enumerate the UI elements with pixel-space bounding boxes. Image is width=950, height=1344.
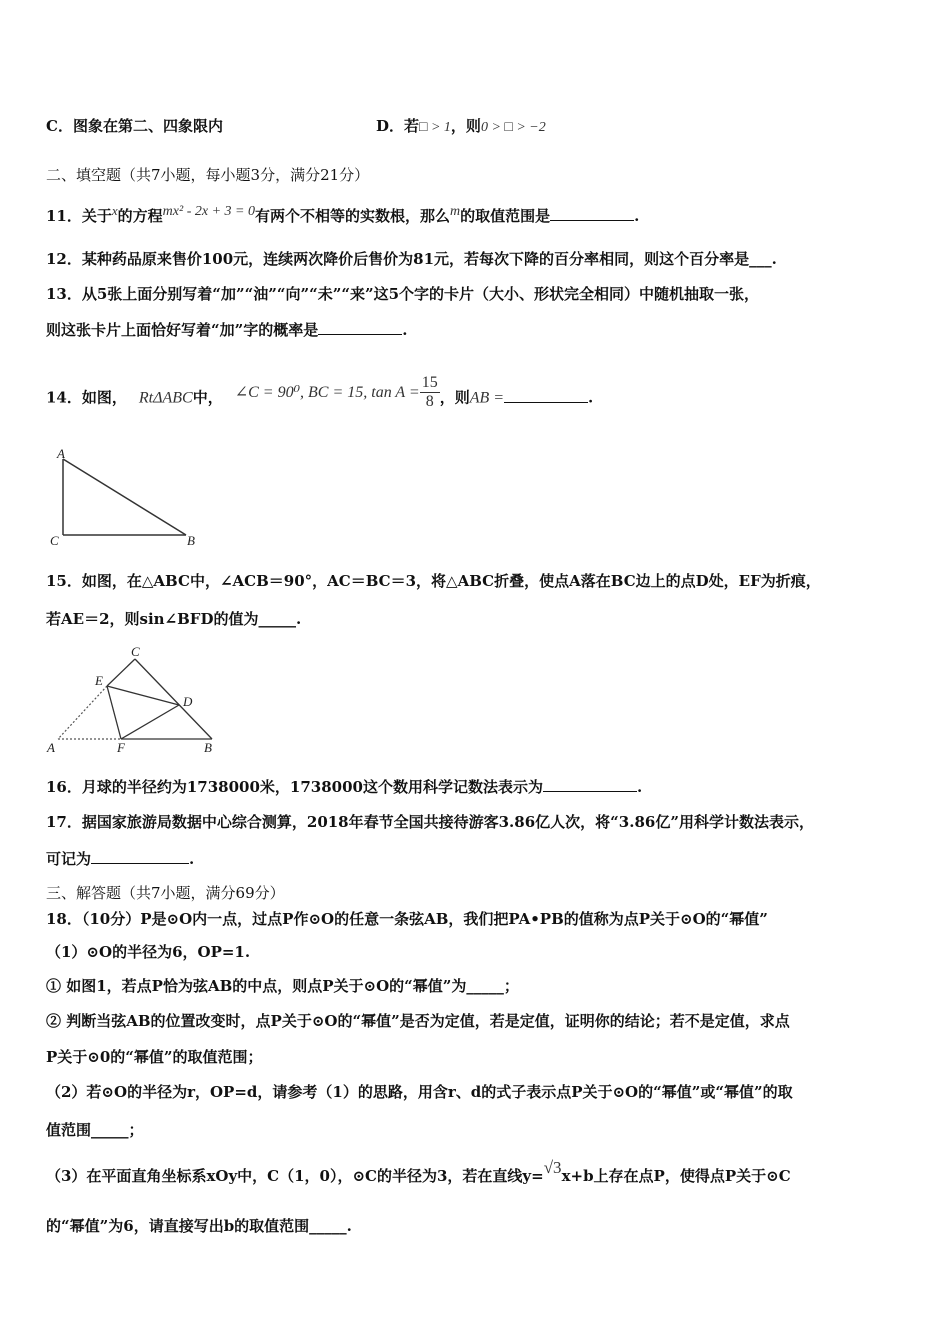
q11-text-b: 的方程 [117, 207, 163, 225]
q14-fraction [420, 374, 440, 411]
question-15-line-2: 若AE＝2，则sin∠BFD的值为_____. [46, 610, 302, 628]
q11-text-c: 有两个不相等的实数根，那么 [254, 207, 450, 225]
section-3-heading: 三、解答题（共7小题，满分69分） [46, 884, 285, 902]
q14-numerator: 15 [421, 374, 438, 391]
question-18-part-1: （1）⊙O的半径为6，OP=1. [46, 943, 251, 961]
fig14-label-c: C [50, 533, 59, 548]
question-18-part-1-b-line-2: P关于⊙0的“幂值”的取值范围； [46, 1048, 263, 1066]
fig14-side-ab [63, 459, 186, 535]
fig15-label-f: F [117, 740, 125, 755]
question-17-line-2 [46, 849, 194, 869]
fig15-segment-ed [107, 686, 179, 705]
q14-condition: ∠C = 90⁰, BC = 15, tan A = [234, 383, 420, 401]
q13-answer-blank[interactable] [318, 320, 402, 335]
q14-text-a: 14．如图， [46, 388, 127, 407]
question-14 [46, 374, 594, 417]
q18-sqrt3: √3 [543, 1158, 562, 1177]
fig15-label-b: B [204, 740, 212, 755]
q16-answer-blank[interactable] [543, 777, 637, 792]
q11-text-a: 11．关于 [46, 207, 112, 225]
option-d-condition-image: □ > 1 [419, 120, 451, 135]
fig15-side-cb [135, 659, 212, 739]
fig15-segment-fd [121, 705, 179, 739]
fig14-label-a: A [57, 446, 65, 461]
q13-text: 则这张卡片上面恰好写着“加”字的概率是 [46, 321, 319, 339]
question-12: 12．某种药品原来售价100元，连续两次降价后售价为81元，若每次下降的百分率相同，则这个百分率是___. [46, 250, 777, 268]
fig15-label-c: C [131, 644, 140, 659]
question-11 [46, 201, 639, 226]
q16-text: 16．月球的半径约为1738000米，1738000这个数用科学记数法表示为 [46, 778, 543, 796]
question-15-line-1: 15．如图，在△ABC中，∠ACB＝90°，AC＝BC＝3，将△ABC折叠，使点A落在BC边上的点D处，EF为折痕， [46, 572, 821, 590]
q18-part3-text-a: （3）在平面直角坐标系xOy中，C（1，0），⊙C的半径为3，若在直线y= [46, 1167, 544, 1185]
question-18-part-2-line-1: （2）若⊙O的半径为r，OP=d，请参考（1）的思路，用含r、d的式子表示点P关于⊙O的“幂值”或“幂值”的取 [46, 1083, 793, 1101]
q16-end: . [637, 778, 643, 796]
q17-end: . [189, 850, 195, 868]
question-18-part-1-b-line-1: ② 判断当弦AB的位置改变时，点P关于⊙O的“幂值”是否为定值，若是定值，证明你的结论；若不是定值，求点 [46, 1012, 790, 1030]
q14-end: . [588, 388, 594, 407]
question-18-stem: 18．（10分）P是⊙O内一点，过点P作⊙O的任意一条弦AB，我们把PA•PB的值称为点P关于⊙O的“幂值” [46, 910, 768, 928]
question-16 [46, 777, 642, 797]
question-17-line-1: 17．据国家旅游局数据中心综合测算，2018年春节全国共接待游客3.86亿人次，将“3.86亿”用科学计数法表示， [46, 813, 814, 831]
q15-fold-figure [44, 642, 224, 758]
q11-text-d: 的取值范围是 [460, 207, 551, 225]
q11-var-x: x [111, 203, 118, 218]
option-d-result-image: 0 > □ > −2 [480, 120, 546, 135]
question-18-part-3-line-1 [46, 1158, 791, 1186]
q14-triangle: RtΔABC [138, 389, 193, 407]
q11-end: . [634, 207, 640, 225]
q11-equation: mx² - 2x + 3 = 0 [162, 204, 255, 219]
question-18-part-1-a: ① 如图1，若点P恰为弦AB的中点，则点P关于⊙O的“幂值”为_____； [46, 977, 519, 995]
fig15-side-ce [107, 659, 135, 686]
section-2-heading: 二、填空题（共7小题，每小题3分，满分21分） [46, 166, 370, 184]
q17-answer-blank[interactable] [91, 849, 189, 864]
fig14-label-b: B [187, 533, 195, 548]
question-18-part-3-line-2: 的“幂值”为6，请直接写出b的取值范围_____. [46, 1217, 352, 1235]
option-c-text: C．图象在第二、四象限内 [46, 117, 223, 135]
q11-var-m: m [449, 204, 461, 219]
question-18-part-2-line-2: 值范围_____； [46, 1121, 144, 1139]
q17-text: 可记为 [46, 850, 92, 868]
fig15-dashed-ea [58, 686, 107, 739]
q14-ab: AB = [469, 389, 505, 407]
fig15-label-a: A [47, 740, 55, 755]
q18-part3-text-b: x+b上存在点P，使得点P关于⊙C [561, 1167, 791, 1185]
q14-triangle-figure [44, 446, 204, 550]
option-d [376, 116, 546, 138]
q14-text-c: ，则 [439, 388, 470, 407]
question-13-line-2 [46, 320, 408, 340]
fig15-crease-ef [107, 686, 121, 739]
fig15-label-d: D [183, 694, 193, 709]
q14-text-b: 中， [192, 388, 223, 407]
q14-answer-blank[interactable] [504, 388, 588, 403]
option-d-then: ，则 [450, 117, 481, 135]
question-13-line-1: 13．从5张上面分别写着“加”“油”“向”“未”“来”这5个字的卡片（大小、形状完全相同）中随机抽取一张， [46, 285, 760, 303]
q11-answer-blank[interactable] [550, 206, 634, 221]
q14-denominator: 8 [425, 393, 434, 410]
fig15-label-e: E [95, 673, 103, 688]
option-d-prefix: D．若 [376, 117, 420, 135]
q13-end: . [402, 321, 408, 339]
option-c [46, 116, 223, 136]
